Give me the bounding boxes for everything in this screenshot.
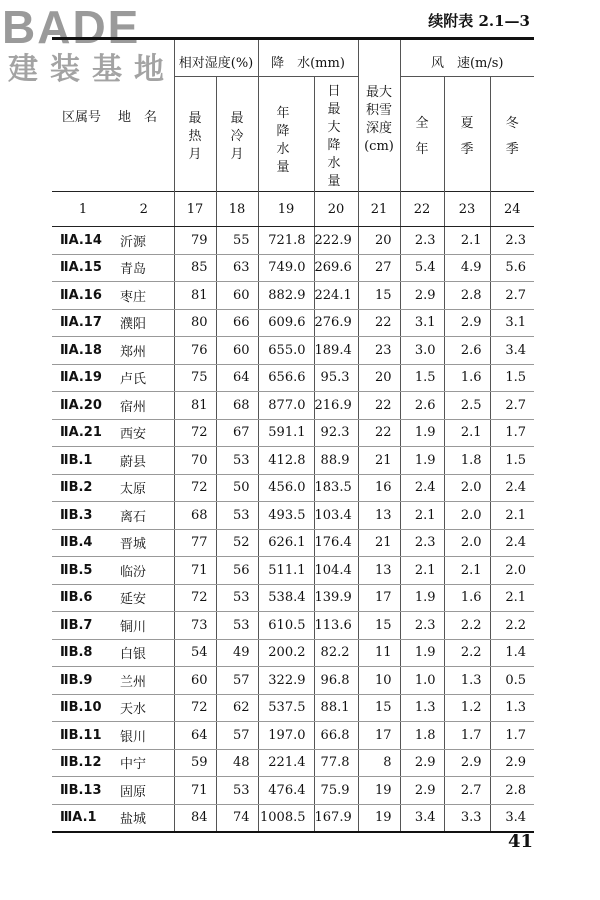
- column-number: 18: [216, 192, 258, 227]
- precip-daily: 224.1: [314, 282, 358, 310]
- humidity-cold: 68: [216, 392, 258, 420]
- precip-daily: 222.9: [314, 227, 358, 255]
- wind-summer: 2.0: [444, 529, 490, 557]
- wind-winter: 2.3: [490, 227, 534, 255]
- precip-daily: 113.6: [314, 612, 358, 640]
- humidity-cold: 53: [216, 777, 258, 805]
- wind-summer: 2.7: [444, 777, 490, 805]
- precip-daily: 167.9: [314, 804, 358, 832]
- wind-summer: 2.0: [444, 502, 490, 530]
- table-row: [52, 749, 534, 777]
- precip-annual: 476.4: [258, 777, 314, 805]
- place-name: 西安: [114, 419, 174, 447]
- wind-winter: 2.7: [490, 392, 534, 420]
- wind-summer: 2.2: [444, 612, 490, 640]
- station-code: ⅡB.8: [52, 639, 114, 667]
- wind-winter: 2.1: [490, 584, 534, 612]
- wind-winter: 2.2: [490, 612, 534, 640]
- wind-summer: 2.1: [444, 227, 490, 255]
- wind-summer: 1.8: [444, 447, 490, 475]
- precip-annual: 537.5: [258, 694, 314, 722]
- precip-daily: 104.4: [314, 557, 358, 585]
- humidity-cold: 53: [216, 447, 258, 475]
- table-row: [52, 392, 534, 420]
- wind-annual: 3.0: [400, 337, 444, 365]
- station-code: ⅡA.20: [52, 392, 114, 420]
- humidity-cold: 53: [216, 502, 258, 530]
- wind-annual: 1.9: [400, 419, 444, 447]
- snow-depth: 11: [358, 639, 400, 667]
- snow-depth: 10: [358, 667, 400, 695]
- place-name: 天水: [114, 694, 174, 722]
- humidity-cold: 63: [216, 254, 258, 282]
- table-row: [52, 502, 534, 530]
- place-name: 兰州: [114, 667, 174, 695]
- station-code: ⅡA.15: [52, 254, 114, 282]
- wind-annual: 1.9: [400, 447, 444, 475]
- wind-summer: 1.7: [444, 722, 490, 750]
- station-code: ⅡA.21: [52, 419, 114, 447]
- wind-winter: 1.4: [490, 639, 534, 667]
- place-name: 固原: [114, 777, 174, 805]
- precip-annual: 322.9: [258, 667, 314, 695]
- station-code: ⅡB.3: [52, 502, 114, 530]
- wind-winter: 2.0: [490, 557, 534, 585]
- humidity-hot: 59: [174, 749, 216, 777]
- humidity-hot: 79: [174, 227, 216, 255]
- wind-summer: 1.6: [444, 584, 490, 612]
- wind-summer: 2.1: [444, 419, 490, 447]
- climate-table: [52, 37, 534, 833]
- humidity-hot: 68: [174, 502, 216, 530]
- humidity-hot: 81: [174, 282, 216, 310]
- place-name: 延安: [114, 584, 174, 612]
- table-row: [52, 584, 534, 612]
- wind-winter: 3.4: [490, 804, 534, 832]
- wind-annual: 3.4: [400, 804, 444, 832]
- station-code: ⅡB.7: [52, 612, 114, 640]
- place-name: 沂源: [114, 227, 174, 255]
- wind-winter: 5.6: [490, 254, 534, 282]
- table-body: [52, 227, 534, 833]
- precip-daily: 189.4: [314, 337, 358, 365]
- snow-depth: 13: [358, 557, 400, 585]
- wind-annual: 2.9: [400, 749, 444, 777]
- table-row: [52, 777, 534, 805]
- table-row: [52, 667, 534, 695]
- station-code: ⅡB.4: [52, 529, 114, 557]
- humidity-cold: 49: [216, 639, 258, 667]
- humidity-cold: 53: [216, 612, 258, 640]
- precip-annual: 721.8: [258, 227, 314, 255]
- wind-winter: 1.7: [490, 419, 534, 447]
- column-number: 21: [358, 192, 400, 227]
- header-wind-annual: 全年: [400, 77, 444, 192]
- wind-winter: 2.9: [490, 749, 534, 777]
- snow-depth: 15: [358, 612, 400, 640]
- station-code: ⅡA.14: [52, 227, 114, 255]
- wind-summer: 2.0: [444, 474, 490, 502]
- precip-daily: 95.3: [314, 364, 358, 392]
- table-row: [52, 227, 534, 255]
- header-wind: 风 速(m/s): [400, 39, 534, 77]
- wind-annual: 3.1: [400, 309, 444, 337]
- column-number: 22: [400, 192, 444, 227]
- table-row: [52, 447, 534, 475]
- page-number: 41: [508, 831, 534, 852]
- precip-annual: 511.1: [258, 557, 314, 585]
- wind-winter: 3.4: [490, 337, 534, 365]
- wind-annual: 5.4: [400, 254, 444, 282]
- humidity-cold: 50: [216, 474, 258, 502]
- humidity-cold: 53: [216, 584, 258, 612]
- precip-daily: 75.9: [314, 777, 358, 805]
- station-code: ⅡA.16: [52, 282, 114, 310]
- wind-winter: 2.4: [490, 529, 534, 557]
- wind-annual: 1.9: [400, 639, 444, 667]
- precip-daily: 276.9: [314, 309, 358, 337]
- precip-daily: 216.9: [314, 392, 358, 420]
- wind-summer: 2.1: [444, 557, 490, 585]
- station-code: ⅡB.11: [52, 722, 114, 750]
- wind-annual: 2.9: [400, 282, 444, 310]
- wind-summer: 2.8: [444, 282, 490, 310]
- precip-daily: 92.3: [314, 419, 358, 447]
- header-precip-annual: 年降水量: [258, 77, 314, 192]
- precip-daily: 77.8: [314, 749, 358, 777]
- precip-annual: 412.8: [258, 447, 314, 475]
- wind-summer: 1.2: [444, 694, 490, 722]
- place-name: 濮阳: [114, 309, 174, 337]
- wind-summer: 2.9: [444, 309, 490, 337]
- place-name: 银川: [114, 722, 174, 750]
- wind-summer: 2.2: [444, 639, 490, 667]
- wind-annual: 2.9: [400, 777, 444, 805]
- wind-annual: 1.3: [400, 694, 444, 722]
- station-code: ⅡB.5: [52, 557, 114, 585]
- station-code: ⅡB.13: [52, 777, 114, 805]
- table-row: [52, 694, 534, 722]
- snow-depth: 13: [358, 502, 400, 530]
- snow-depth: 17: [358, 584, 400, 612]
- wind-winter: 2.1: [490, 502, 534, 530]
- wind-summer: 4.9: [444, 254, 490, 282]
- header-precip: 降 水(mm): [258, 39, 358, 77]
- place-name: 中宁: [114, 749, 174, 777]
- table-row: [52, 337, 534, 365]
- column-number: 23: [444, 192, 490, 227]
- watermark-main: BADE: [2, 1, 141, 53]
- wind-annual: 1.9: [400, 584, 444, 612]
- station-code: ⅡB.2: [52, 474, 114, 502]
- snow-depth: 22: [358, 309, 400, 337]
- snow-depth: 27: [358, 254, 400, 282]
- station-code: ⅢA.1: [52, 804, 114, 832]
- place-name: 蔚县: [114, 447, 174, 475]
- precip-annual: 655.0: [258, 337, 314, 365]
- column-number: 20: [314, 192, 358, 227]
- wind-winter: 2.7: [490, 282, 534, 310]
- precip-daily: 103.4: [314, 502, 358, 530]
- header-humidity-cold: 最冷月: [216, 77, 258, 192]
- humidity-cold: 62: [216, 694, 258, 722]
- table-row: [52, 722, 534, 750]
- table-row: [52, 282, 534, 310]
- station-code: ⅡA.18: [52, 337, 114, 365]
- precip-annual: 882.9: [258, 282, 314, 310]
- snow-depth: 21: [358, 447, 400, 475]
- station-code: ⅡB.1: [52, 447, 114, 475]
- humidity-hot: 64: [174, 722, 216, 750]
- humidity-hot: 75: [174, 364, 216, 392]
- humidity-hot: 76: [174, 337, 216, 365]
- station-code: ⅡA.17: [52, 309, 114, 337]
- place-name: 铜川: [114, 612, 174, 640]
- place-name: 卢氏: [114, 364, 174, 392]
- precip-annual: 456.0: [258, 474, 314, 502]
- humidity-cold: 74: [216, 804, 258, 832]
- wind-winter: 1.7: [490, 722, 534, 750]
- precip-annual: 749.0: [258, 254, 314, 282]
- place-name: 晋城: [114, 529, 174, 557]
- station-code: ⅡB.12: [52, 749, 114, 777]
- humidity-cold: 52: [216, 529, 258, 557]
- snow-depth: 22: [358, 419, 400, 447]
- snow-depth: 22: [358, 392, 400, 420]
- precip-annual: 221.4: [258, 749, 314, 777]
- precip-annual: 538.4: [258, 584, 314, 612]
- precip-annual: 200.2: [258, 639, 314, 667]
- place-name: 宿州: [114, 392, 174, 420]
- humidity-cold: 60: [216, 337, 258, 365]
- humidity-hot: 73: [174, 612, 216, 640]
- snow-depth: 16: [358, 474, 400, 502]
- wind-winter: 2.4: [490, 474, 534, 502]
- column-number-row: [52, 192, 534, 227]
- humidity-hot: 72: [174, 694, 216, 722]
- header-place: 地 名: [114, 39, 174, 192]
- snow-depth: 15: [358, 694, 400, 722]
- wind-annual: 2.3: [400, 612, 444, 640]
- place-name: 枣庄: [114, 282, 174, 310]
- precip-annual: 610.5: [258, 612, 314, 640]
- wind-summer: 2.9: [444, 749, 490, 777]
- precip-daily: 176.4: [314, 529, 358, 557]
- wind-annual: 1.5: [400, 364, 444, 392]
- wind-winter: 2.8: [490, 777, 534, 805]
- humidity-cold: 67: [216, 419, 258, 447]
- place-name: 盐城: [114, 804, 174, 832]
- precip-daily: 96.8: [314, 667, 358, 695]
- wind-summer: 1.6: [444, 364, 490, 392]
- precip-daily: 183.5: [314, 474, 358, 502]
- precip-annual: 197.0: [258, 722, 314, 750]
- snow-depth: 15: [358, 282, 400, 310]
- precip-annual: 626.1: [258, 529, 314, 557]
- column-number: 2: [114, 192, 174, 227]
- humidity-cold: 56: [216, 557, 258, 585]
- humidity-cold: 66: [216, 309, 258, 337]
- station-code: ⅡA.19: [52, 364, 114, 392]
- humidity-cold: 57: [216, 722, 258, 750]
- humidity-hot: 77: [174, 529, 216, 557]
- precip-daily: 82.2: [314, 639, 358, 667]
- precip-annual: 493.5: [258, 502, 314, 530]
- humidity-hot: 71: [174, 777, 216, 805]
- wind-annual: 2.3: [400, 529, 444, 557]
- table-row: [52, 557, 534, 585]
- humidity-hot: 85: [174, 254, 216, 282]
- wind-annual: 1.8: [400, 722, 444, 750]
- station-code: ⅡB.9: [52, 667, 114, 695]
- snow-depth: 19: [358, 777, 400, 805]
- header-station: 区属号: [52, 39, 114, 192]
- header-wind-summer: 夏季: [444, 77, 490, 192]
- wind-winter: 1.5: [490, 447, 534, 475]
- snow-depth: 20: [358, 364, 400, 392]
- table-caption: 续附表 2.1—3: [428, 12, 530, 30]
- humidity-hot: 54: [174, 639, 216, 667]
- header-wind-winter: 冬季: [490, 77, 534, 192]
- table-row: [52, 804, 534, 832]
- column-number: 19: [258, 192, 314, 227]
- humidity-cold: 64: [216, 364, 258, 392]
- precip-daily: 88.1: [314, 694, 358, 722]
- wind-annual: 2.1: [400, 557, 444, 585]
- precip-daily: 66.8: [314, 722, 358, 750]
- precip-daily: 88.9: [314, 447, 358, 475]
- table-row: [52, 639, 534, 667]
- header-precip-daily: 日最大降水量: [314, 77, 358, 192]
- precip-daily: 139.9: [314, 584, 358, 612]
- table-row: [52, 474, 534, 502]
- humidity-cold: 48: [216, 749, 258, 777]
- header-humidity-hot: 最热月: [174, 77, 216, 192]
- column-number: 17: [174, 192, 216, 227]
- humidity-cold: 55: [216, 227, 258, 255]
- place-name: 临汾: [114, 557, 174, 585]
- snow-depth: 17: [358, 722, 400, 750]
- wind-winter: 1.5: [490, 364, 534, 392]
- humidity-hot: 81: [174, 392, 216, 420]
- wind-winter: 1.3: [490, 694, 534, 722]
- wind-summer: 1.3: [444, 667, 490, 695]
- table-row: [52, 529, 534, 557]
- humidity-cold: 57: [216, 667, 258, 695]
- column-number: 24: [490, 192, 534, 227]
- table-row: [52, 419, 534, 447]
- table-row: [52, 364, 534, 392]
- precip-annual: 609.6: [258, 309, 314, 337]
- humidity-hot: 70: [174, 447, 216, 475]
- snow-depth: 21: [358, 529, 400, 557]
- precip-annual: 591.1: [258, 419, 314, 447]
- humidity-hot: 72: [174, 419, 216, 447]
- place-name: 太原: [114, 474, 174, 502]
- humidity-hot: 60: [174, 667, 216, 695]
- humidity-hot: 84: [174, 804, 216, 832]
- wind-annual: 2.1: [400, 502, 444, 530]
- station-code: ⅡB.6: [52, 584, 114, 612]
- precip-annual: 1008.5: [258, 804, 314, 832]
- place-name: 白银: [114, 639, 174, 667]
- snow-depth: 8: [358, 749, 400, 777]
- wind-summer: 2.6: [444, 337, 490, 365]
- header-humidity: 相对湿度(%): [174, 39, 258, 77]
- wind-summer: 3.3: [444, 804, 490, 832]
- table-row: [52, 612, 534, 640]
- table-row: [52, 254, 534, 282]
- station-code: ⅡB.10: [52, 694, 114, 722]
- watermark-sub: 建装基地: [8, 52, 176, 87]
- wind-annual: 1.0: [400, 667, 444, 695]
- table-row: [52, 309, 534, 337]
- snow-depth: 19: [358, 804, 400, 832]
- wind-annual: 2.4: [400, 474, 444, 502]
- snow-depth: 23: [358, 337, 400, 365]
- snow-depth: 20: [358, 227, 400, 255]
- precip-annual: 877.0: [258, 392, 314, 420]
- wind-annual: 2.3: [400, 227, 444, 255]
- precip-annual: 656.6: [258, 364, 314, 392]
- wind-winter: 0.5: [490, 667, 534, 695]
- wind-winter: 3.1: [490, 309, 534, 337]
- humidity-hot: 72: [174, 474, 216, 502]
- place-name: 离石: [114, 502, 174, 530]
- humidity-hot: 72: [174, 584, 216, 612]
- humidity-hot: 71: [174, 557, 216, 585]
- precip-daily: 269.6: [314, 254, 358, 282]
- humidity-cold: 60: [216, 282, 258, 310]
- wind-annual: 2.6: [400, 392, 444, 420]
- wind-summer: 2.5: [444, 392, 490, 420]
- humidity-hot: 80: [174, 309, 216, 337]
- column-number: 1: [52, 192, 114, 227]
- header-snow: 最大积雪深度(cm): [358, 39, 400, 192]
- place-name: 郑州: [114, 337, 174, 365]
- place-name: 青岛: [114, 254, 174, 282]
